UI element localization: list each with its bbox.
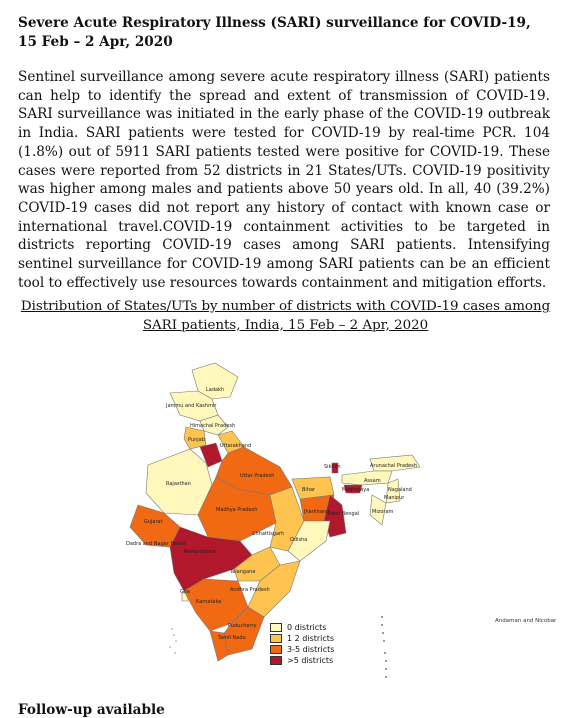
- label-sikkim: Sikkim: [324, 464, 341, 470]
- label-ladakh: Ladakh: [206, 387, 225, 393]
- legend-label: 0 districts: [287, 623, 327, 632]
- label-assam: Assam: [364, 478, 381, 484]
- legend-swatch: [270, 656, 282, 665]
- label-mp: Madhya Pradesh: [216, 507, 258, 513]
- legend-item: [270, 633, 334, 644]
- label-maharashtra: Maharashtra: [184, 549, 216, 555]
- label-up: Uttar Pradesh: [240, 473, 275, 479]
- label-ap: Andhra Pradesh: [230, 587, 270, 593]
- label-arunachal: Arunachal Pradesh: [370, 463, 417, 469]
- section-title: Severe Acute Respiratory Illness (SARI) surveillance for COVID-19, 15 Feb – 2 Apr, 2020: [18, 15, 531, 50]
- legend-label: 1 2 districts: [287, 634, 335, 643]
- label-jharkhand: Jharkhand: [304, 509, 330, 515]
- legend-swatch: [270, 645, 282, 654]
- legend-label: >5 districts: [287, 656, 334, 665]
- legend-item: [270, 644, 334, 655]
- label-gujarat: Gujarat: [144, 519, 163, 525]
- label-jk: Jammu and Kashmir: [166, 403, 217, 409]
- label-rajasthan: Rajasthan: [166, 481, 191, 487]
- label-hp: Himachal Pradesh: [190, 423, 236, 429]
- map-legend: [270, 622, 334, 666]
- label-dnh: Dadra and Nagar Haveli: [126, 541, 187, 547]
- legend-swatch: [270, 634, 282, 643]
- next-section-heading: Follow-up available: [18, 702, 165, 718]
- label-andaman: Andaman and Nicobar: [495, 618, 557, 624]
- legend-swatch: [270, 623, 282, 632]
- label-manipur: Manipur: [384, 495, 405, 501]
- legend-item: [270, 655, 334, 666]
- figure-caption: Distribution of States/UTs by number of districts with COVID-19 cases among SARI patients, India, 15 Feb – 2 Apr, 2020: [20, 299, 551, 333]
- label-meghalaya: Meghalaya: [342, 487, 370, 493]
- legend-label: 3-5 districts: [287, 645, 335, 654]
- label-bihar: Bihar: [302, 487, 316, 493]
- label-telangana: Telangana: [230, 569, 256, 575]
- label-wb: West Bengal: [328, 511, 360, 517]
- legend-item: [270, 622, 334, 633]
- label-karnataka: Karnataka: [196, 599, 222, 605]
- label-chhattisgarh: Chhattisgarh: [252, 531, 285, 537]
- label-goa: Goa: [180, 589, 190, 595]
- label-uttarakhand: Uttarakhand: [220, 443, 252, 449]
- body-paragraph: Sentinel surveillance among severe acute respiratory illness (SARI) patients can help to identify the spread and extent of transmission of COVID-19. SARI surveillance was initiated in the early phase of the COVID-19 outbreak in India. SARI patients were tested for COVID-19 by real-time PCR. 104 (1.8%) out of 5911 SARI patients tested were positive for COVID-19. These cases were reported from 52 districts in 21 States/UTs. COVID-19 positivity was higher among males and patients above 50 years old. In all, 40 (39.2%) COVID-19 cases did not report any history of contact with known case or international travel.COVID-19 containment activities to be targeted in districts reporting COVID-19 cases among SARI patients. Intensifying sentinel surveillance for COVID-19 among SARI patients can be an efficient tool to effectively use resources towards containment and mitigation efforts.: [18, 69, 550, 291]
- label-punjab: Punjab: [188, 437, 205, 443]
- label-tn: Tamil Nadu: [218, 635, 246, 641]
- label-odisha: Odisha: [290, 537, 308, 543]
- label-mizoram: Mizoram: [372, 509, 394, 515]
- label-nagaland: Nagaland: [388, 487, 412, 493]
- label-puducherry: Puducherry: [228, 623, 257, 629]
